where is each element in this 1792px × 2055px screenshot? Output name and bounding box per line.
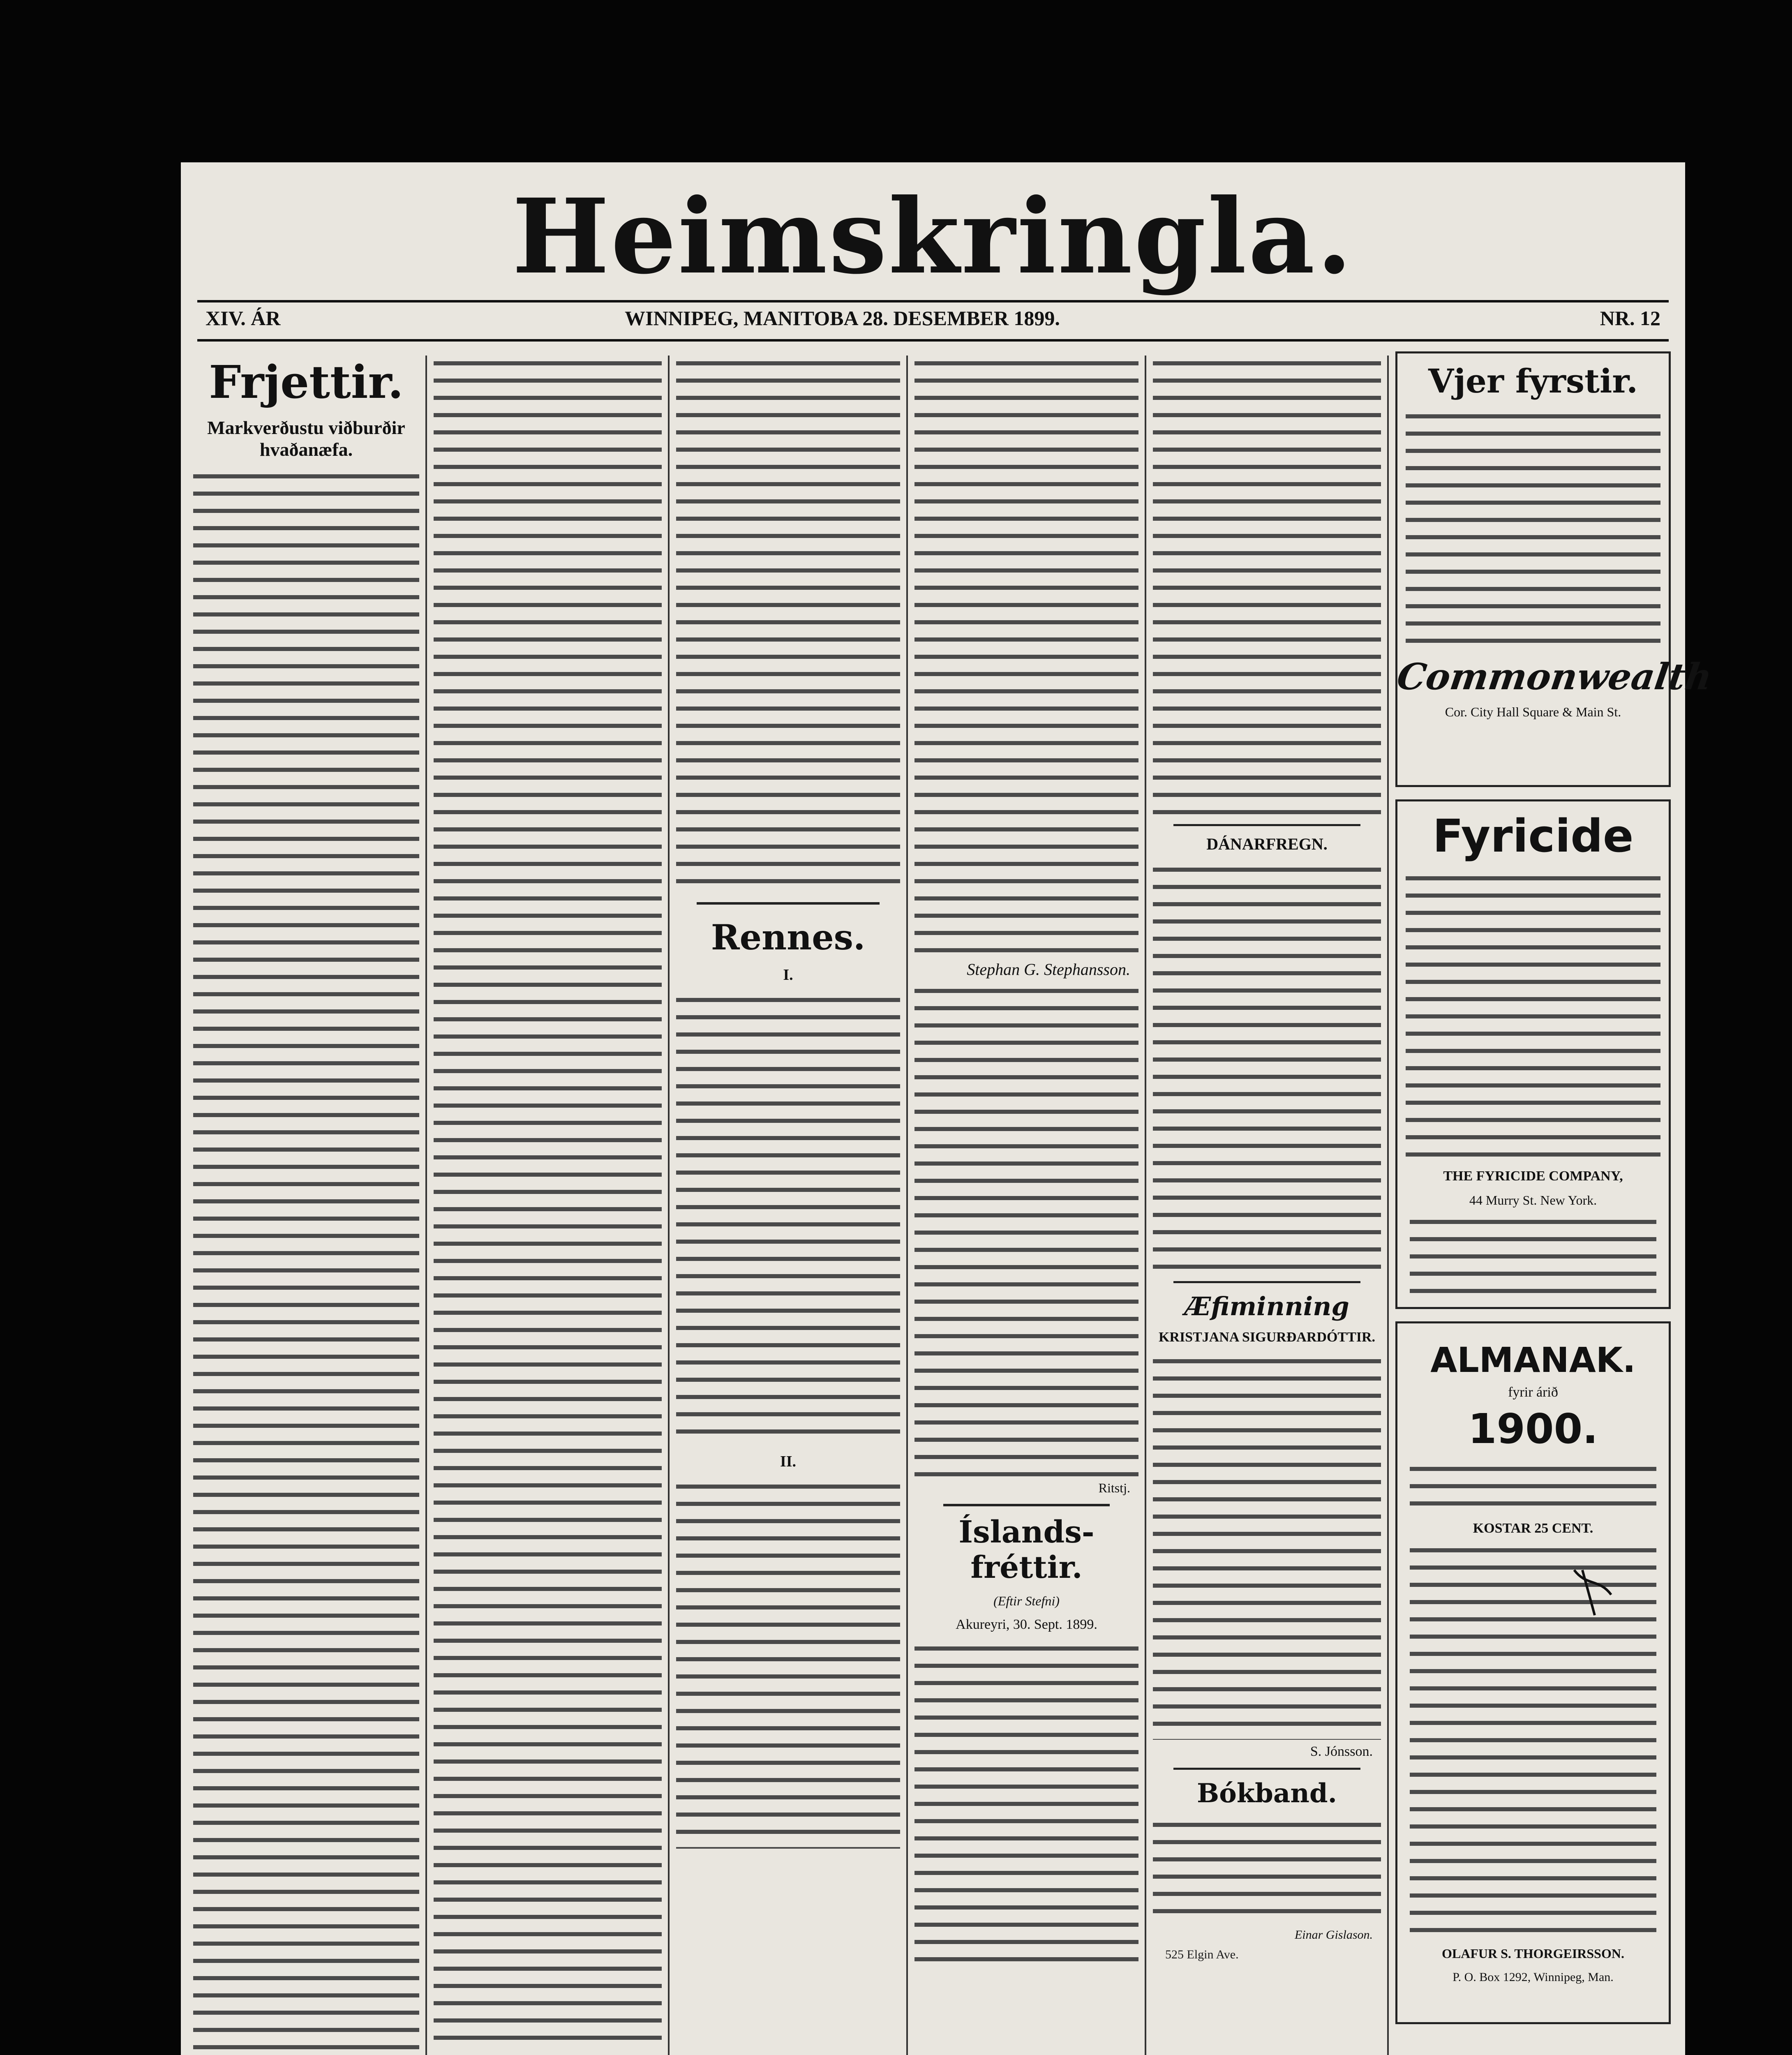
article-text-block <box>914 983 1138 1476</box>
section-rule <box>1173 1281 1360 1283</box>
poem-part-number: I. <box>783 966 793 984</box>
fyricide-address: 44 Murry St. New York. <box>1469 1193 1597 1208</box>
column-5 <box>1149 351 1385 2055</box>
column-rule <box>668 356 670 2055</box>
column-2 <box>430 351 666 2055</box>
memorial-poem-block <box>1153 1353 1381 1740</box>
frjettir-subhead: Markverðustu viðburðir hvaðanæfa. <box>207 417 405 460</box>
column-rule <box>906 356 908 2055</box>
ad-text-block <box>1406 409 1660 647</box>
column-3 <box>672 351 904 2055</box>
memorial-poem-signature: S. Jónsson. <box>1310 1744 1373 1759</box>
column-4 <box>910 351 1143 2055</box>
almanak-price: KOSTAR 25 CENT. <box>1473 1521 1593 1536</box>
almanak-title: ALMANAK. <box>1430 1340 1636 1380</box>
frjettir-headline: Frjettir. <box>209 356 404 409</box>
memorial-name: KRISTJANA SIGURÐARDÓTTIR. <box>1158 1330 1376 1345</box>
memorial-title: Æfiminning <box>1185 1291 1349 1321</box>
danarfregn-title: DÁNARFREGN. <box>1206 835 1328 853</box>
poem-text-block <box>676 992 900 1444</box>
almanak-ad <box>1395 1321 1671 2024</box>
section-rule <box>697 902 880 905</box>
ad-text-block <box>1406 870 1660 1158</box>
almanak-po-box: P. O. Box 1292, Winnipeg, Man. <box>1453 1970 1614 1984</box>
article-text-block <box>193 469 419 2055</box>
masthead-title: Heimskringla. <box>512 176 1354 297</box>
almanak-for-year: fyrir árið <box>1508 1385 1558 1400</box>
column-rule <box>1387 356 1389 2055</box>
masthead-rule <box>197 300 1669 302</box>
volume-label: XIV. ÁR <box>206 307 281 330</box>
islands-frettir-headline: Íslands-fréttir. <box>958 1515 1095 1585</box>
ad-text-block <box>1410 1214 1656 1296</box>
almanak-publisher: OLAFUR S. THORGEIRSSON. <box>1442 1946 1624 1961</box>
bokband-signature: Einar Gislason. <box>1294 1928 1373 1942</box>
almanak-year: 1900. <box>1468 1405 1598 1453</box>
article-text-block <box>434 356 662 2041</box>
masthead <box>181 175 1685 298</box>
section-rule <box>943 1504 1110 1506</box>
section-rule <box>1173 824 1360 826</box>
poem-text-block <box>914 356 1138 956</box>
fyricide-ad <box>1395 799 1671 1309</box>
dateline-rule <box>197 339 1669 342</box>
ad-text-block <box>1410 1461 1656 1510</box>
bokband-text-block <box>1153 1817 1381 1924</box>
commonwealth-logo: Commonwealth <box>1394 655 1715 698</box>
editor-signature: Ritstj. <box>1098 1480 1130 1495</box>
news-dateline: Akureyri, 30. Sept. 1899. <box>956 1617 1097 1632</box>
column-6-ads <box>1391 351 1715 2055</box>
section-rule <box>1173 1768 1360 1770</box>
newspaper-page <box>181 162 1715 2055</box>
fyricide-company: THE FYRICIDE COMPANY, <box>1443 1168 1623 1184</box>
pen-mark <box>1570 1562 1619 1619</box>
obituary-text-block <box>1153 862 1381 1273</box>
column-1 <box>189 351 423 2055</box>
almanak-contents-block <box>1410 1542 1656 1937</box>
dateline <box>206 306 1660 335</box>
poem-part-number: II. <box>780 1453 797 1470</box>
column-rule <box>425 356 427 2055</box>
rennes-poem-title: Rennes. <box>711 917 866 958</box>
article-text-block <box>1153 356 1381 816</box>
commonwealth-address: Cor. City Hall Square & Main St. <box>1445 704 1621 719</box>
column-rule <box>1145 356 1146 2055</box>
vjer-fyrstir-ad <box>1394 351 1715 787</box>
poem-signature: Stephan G. Stephansson. <box>967 960 1130 979</box>
article-text-block <box>914 1641 1138 1970</box>
issue-number: NR. 12 <box>1600 307 1660 330</box>
bokband-title: Bókband. <box>1197 1778 1337 1809</box>
bokband-address: 525 Elgin Ave. <box>1165 1948 1239 1961</box>
vjer-fyrstir-headline: Vjer fyrstir. <box>1428 362 1638 400</box>
fyricide-title: Fyricide <box>1432 810 1634 862</box>
place-date: WINNIPEG, MANITOBA 28. DESEMBER 1899. <box>625 307 1060 330</box>
news-source: (Eftir Stefni) <box>993 1593 1060 1608</box>
poem-text-block <box>676 1479 900 1849</box>
article-text-block <box>676 356 900 890</box>
